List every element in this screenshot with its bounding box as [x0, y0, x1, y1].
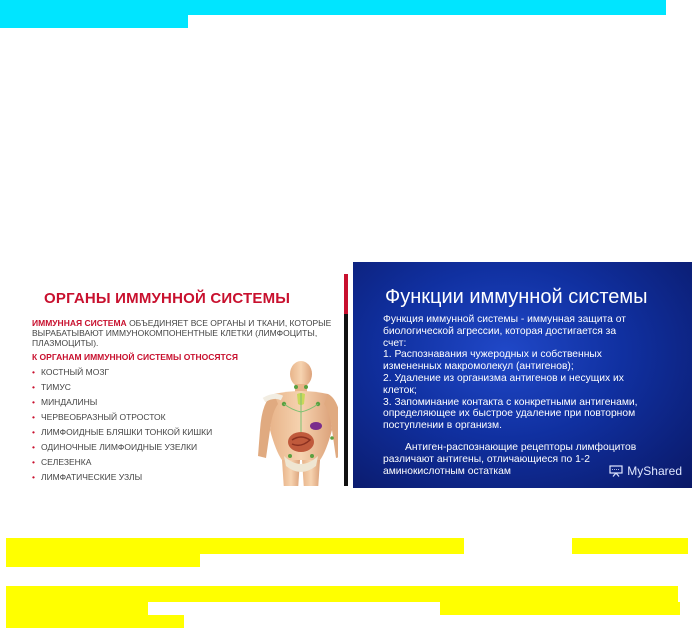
highlight-bar-bottom-1 — [6, 538, 464, 554]
logo-text: MyShared — [627, 464, 682, 478]
bullet-icon: • — [32, 457, 35, 467]
organ-list — [32, 365, 212, 485]
bullet-icon: • — [32, 472, 35, 482]
highlight-bar-bottom-7 — [6, 615, 184, 628]
slide-body — [383, 314, 688, 477]
highlight-bar-bottom-2 — [572, 538, 688, 554]
list-item: • СЕЛЕЗЕНКА — [32, 457, 92, 467]
list-item: • ОДИНОЧНЫЕ ЛИМФОИДНЫЕ УЗЕЛКИ — [32, 442, 198, 452]
highlight-bar-bottom-5 — [6, 602, 148, 615]
bullet-icon: • — [32, 412, 35, 422]
list-item: • ТИМУС — [32, 382, 71, 392]
list-item: • ЧЕРВЕОБРАЗНЫЙ ОТРОСТОК — [32, 412, 166, 422]
slide-intro — [32, 318, 337, 348]
immune-organs-slide — [26, 268, 338, 486]
slide-title: ОРГАНЫ ИММУННОЙ СИСТЕМЫ — [44, 290, 291, 307]
intro-rest: ОБЪЕДИНЯЕТ ВСЕ ОРГАНЫ И ТКАНИ, КОТОРЫЕ ВЫРАБАТЫВАЮТ ИММУНОКОМПОНЕНТНЫЕ КЛЕТКИ (ЛИМФОЦИТЫ, ПЛАЗМОЦИТЫ). — [32, 318, 332, 348]
functions-paragraph: Функция иммунной системы - иммунная защита от биологической агрессии, которая достигается за счет: 1. Распознавания чужеродных и собственных измененных макромолекул (антигенов); 2. Удаление из организма антигенов и несущих их клеток; 3. Запоминание контакта с конкретными антигенами, определяющее их быстрое удаление при повторном поступлении в организм. — [383, 314, 638, 432]
bullet-icon: • — [32, 427, 35, 437]
bullet-icon: • — [32, 442, 35, 452]
list-item: • КОСТНЫЙ МОЗГ — [32, 367, 110, 377]
intro-lead: ИММУННАЯ СИСТЕМА — [32, 318, 127, 328]
presentation-icon — [609, 465, 623, 477]
list-item: • ЛИМФОИДНЫЕ БЛЯШКИ ТОНКОЙ КИШКИ — [32, 427, 213, 437]
bullet-icon: • — [32, 397, 35, 407]
slide-title: Функции иммунной системы — [385, 286, 648, 308]
bullet-icon: • — [32, 382, 35, 392]
slide-divider — [344, 274, 348, 486]
receptors-paragraph: Антиген-распознающие рецепторы лимфоцитов различают антигены, отличающиеся по 1-2 аминокислотным остаткам — [383, 441, 637, 477]
list-item: • МИНДАЛИНЫ — [32, 397, 98, 407]
list-heading: К ОРГАНАМ ИММУННОЙ СИСТЕМЫ ОТНОСЯТСЯ — [32, 352, 238, 362]
bullet-icon: • — [32, 367, 35, 377]
immune-functions-slide — [353, 262, 692, 488]
highlight-bar-top-1 — [0, 0, 666, 15]
highlight-bar-bottom-4 — [6, 586, 678, 602]
highlight-bar-bottom-6 — [440, 602, 680, 615]
list-item: • ЛИМФАТИЧЕСКИЕ УЗЛЫ — [32, 472, 143, 482]
highlight-bar-bottom-3 — [6, 554, 200, 567]
human-body-anatomy-illustration — [254, 360, 338, 486]
myshared-logo — [609, 464, 682, 478]
highlight-bar-top-2 — [0, 15, 188, 28]
